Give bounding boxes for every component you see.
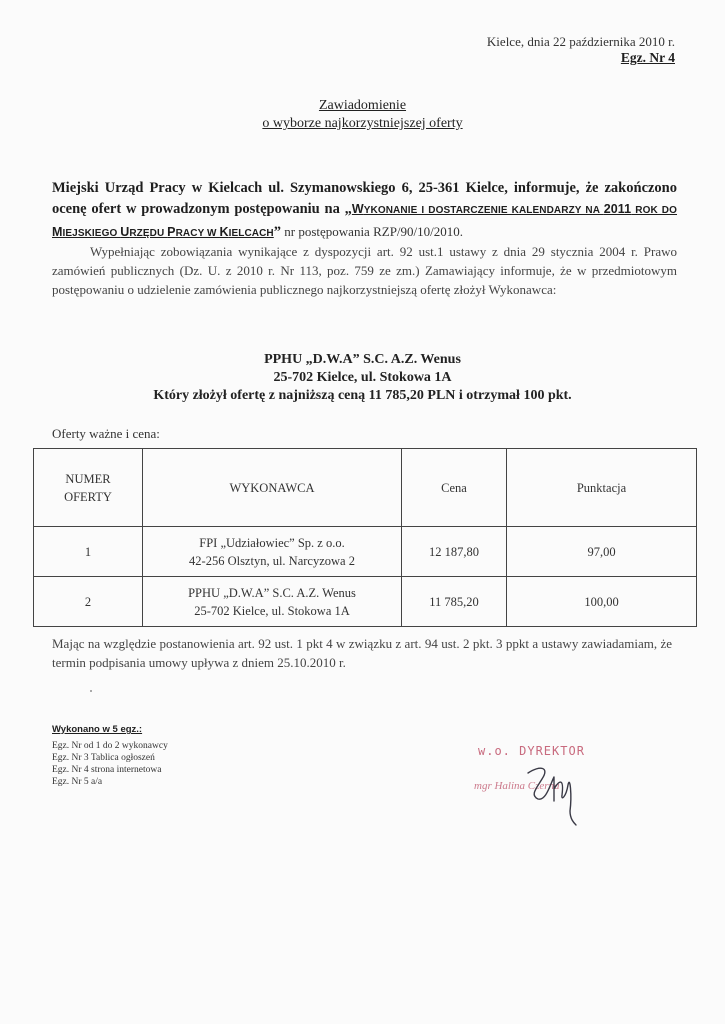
list-item: Egz. Nr 5 a/a — [52, 777, 103, 787]
offer-price: 11 785,20 — [402, 577, 507, 627]
header-contractor: WYKONAWCA — [143, 449, 402, 527]
document-subtitle: o wyborze najkorzystniejszej oferty — [262, 116, 463, 131]
list-item: Egz. Nr od 1 do 2 wykonawcy — [52, 741, 168, 751]
conclusion-paragraph: Mając na względzie postanowienia art. 92 ust. 1 pkt 4 w związku z art. 94 ust. 2 pkt. 3 ppkt a ustawy zawiadamiam, że termin podpisania umowy upływa z dniem 25.10.2010 r. — [52, 636, 672, 670]
header-points: Punktacja — [507, 449, 697, 527]
table-header-row — [34, 449, 697, 527]
copies-title: Wykonano w 5 egz.: — [52, 724, 143, 735]
intro-text: Miejski Urząd Pracy w Kielcach ul. Szymanowskiego 6, 25-361 Kielce, informuje, że zakończono ocenę ofert w prowadzonym postępowaniu na „ — [52, 180, 677, 217]
offer-points: 97,00 — [507, 527, 697, 577]
offer-price: 12 187,80 — [402, 527, 507, 577]
scan-speck — [90, 690, 92, 692]
offer-points: 100,00 — [507, 577, 697, 627]
header-price: Cena — [402, 449, 507, 527]
header-number: NUMER OFERTY — [34, 449, 143, 527]
winner-statement: Który złożył ofertę z najniższą ceną 11 785,20 PLN i otrzymał 100 pkt. — [153, 388, 572, 403]
table-row — [34, 527, 697, 577]
winner-address: 25-702 Kielce, ul. Stokowa 1A — [273, 370, 452, 385]
signature-icon — [520, 755, 580, 827]
offers-label: Oferty ważne i cena: — [52, 426, 160, 441]
copy-number: Egz. Nr 4 — [620, 50, 675, 65]
procedure-reference: nr postępowania RZP/90/10/2010. — [281, 224, 464, 239]
list-item: Egz. Nr 3 Tablica ogłoszeń — [52, 753, 155, 763]
director-stamp: w.o. DYREKTOR — [478, 744, 585, 758]
body-paragraph: Wypełniając zobowiązania wynikające z dyspozycji art. 92 ust.1 ustawy z dnia 29 stycznia 2004 r. Prawo zamówień publicznych (Dz. U. z 2010 r. Nr 113, poz. 759 ze zm.) Zamawiający informuje, że w przedmiotowym postępowaniu o udzielenie zamówienia publicznego najkorzystniejszą ofertę złożył Wykonawca: — [52, 244, 677, 297]
document-date: Kielce, dnia 22 października 2010 r. — [486, 34, 675, 49]
offer-number: 2 — [34, 577, 143, 627]
offer-number: 1 — [34, 527, 143, 577]
list-item: Egz. Nr 4 strona internetowa — [52, 765, 162, 775]
offer-contractor: PPHU „D.W.A” S.C. A.Z. Wenus 25-702 Kielce, ul. Stokowa 1A — [143, 577, 402, 627]
offer-contractor: FPI „Udziałowiec” Sp. z o.o. 42-256 Olsztyn, ul. Narcyzowa 2 — [143, 527, 402, 577]
table-row — [34, 577, 697, 627]
copies-list — [52, 740, 168, 788]
intro-paragraph: Miejski Urząd Pracy w Kielcach ul. Szymanowskiego 6, 25-361 Kielce, informuje, że zakończono ocenę ofert w prowadzonym postępowaniu na „WYKONANIE I DOSTARCZENIE KALENDARZY NA 2011 ROK DO MIEJSKIEGO URZĘDU PRACY W KIELCACH” nr postępowania RZP/90/10/2010. — [52, 180, 678, 240]
procurement-subject: WYKONANIE I DOSTARCZENIE KALENDARZY NA 2011 ROK DO MIEJSKIEGO URZĘDU PRACY W KIELCACH — [52, 202, 678, 239]
stamp-name: mgr Halina Czerna — [474, 780, 560, 792]
offers-table — [33, 448, 697, 627]
winner-name: PPHU „D.W.A” S.C. A.Z. Wenus — [264, 352, 461, 367]
document-title: Zawiadomienie — [318, 98, 407, 113]
